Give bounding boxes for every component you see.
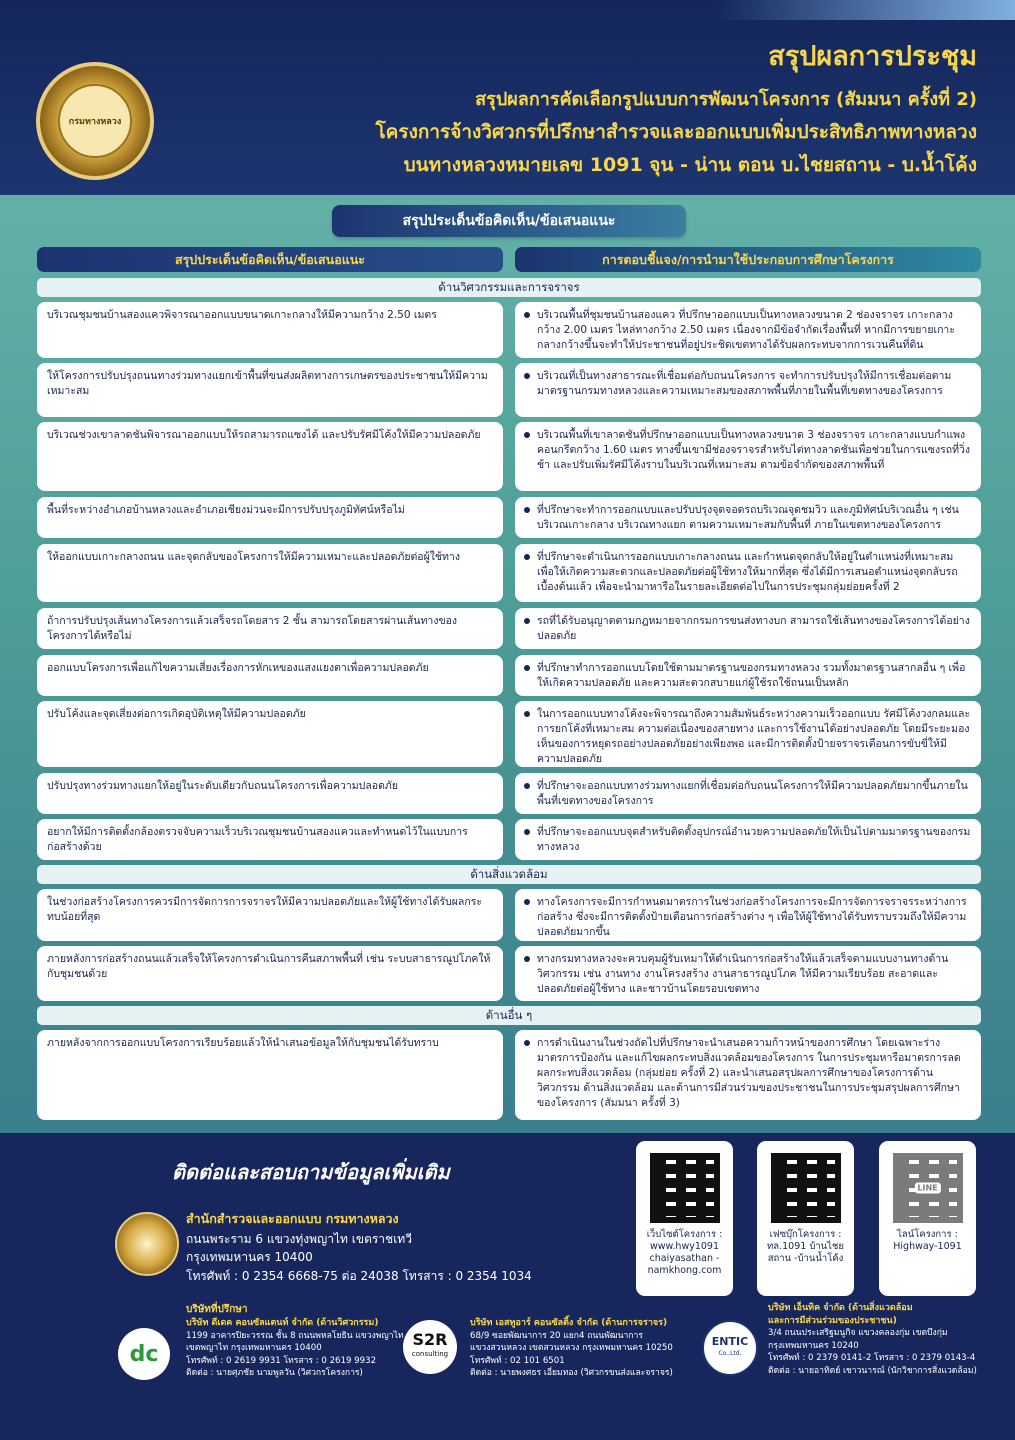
company-address1: 68/9 ซอยพัฒนาการ 20 แยก4 ถนนพัฒนาการ (470, 1330, 643, 1341)
comment-cell: ปรับปรุงทางร่วมทางแยกให้อยู่ในระดับเดียวกับถนนโครงการเพื่อความปลอดภัย (37, 773, 503, 814)
response-cell: ที่ปรึกษาจะออกแบบจุดสำหรับติดตั้งอุปกรณ์อำนวยความปลอดภัยให้เป็นไปตามมาตรฐานของกรมทางหลวง (515, 819, 981, 860)
company-contact: ติดต่อ : นายพงศธร เอี่ยมทอง (วิศวกรขนส่งและจราจร) (470, 1368, 673, 1378)
qr-label: เฟซบุ๊กโครงการ : (769, 1229, 842, 1240)
qr-code-icon[interactable] (771, 1153, 841, 1223)
s2r-company-logo (403, 1320, 457, 1374)
office-address-line1: ถนนพระราม 6 แขวงทุ่งพญาไท เขตราชเทวี (186, 1232, 412, 1246)
comment-cell: ในช่วงก่อสร้างโครงการควรมีการจัดการการจราจรให้มีความปลอดภัยและให้ผู้ใช้ทางได้รับผลกระทบน้อยที่สุด (37, 889, 503, 941)
qr-card-facebook[interactable] (757, 1141, 854, 1296)
company-dc-info (186, 1317, 404, 1380)
s2r-logo-sub: consulting (411, 1350, 449, 1358)
response-cell: ที่ปรึกษาจะออกแบบทางร่วมทางแยกที่เชื่อมต่อกับถนนโครงการให้มีความปลอดภัยมากขึ้นภายในพื้นที่เขตทางของโครงการ (515, 773, 981, 814)
footer-panel (0, 1133, 1015, 1440)
comment-cell: บริเวณชุมชนบ้านสองแควพิจารณาออกแบบขนาดเกาะกลางให้มีความกว้าง 2.50 เมตร (37, 302, 503, 358)
company-name-line2: และการมีส่วนร่วมของประชาชน) (768, 1315, 897, 1326)
office-phone: โทรศัพท์ : 0 2354 6668-75 ต่อ 24038 โทรสาร : 0 2354 1034 (186, 1269, 532, 1283)
header-stripe (715, 0, 1015, 20)
company-s2r-info (470, 1317, 673, 1380)
line-badge: LINE (914, 1183, 940, 1194)
company-contact: ติดต่อ : นายศุภชัย นามพูลวัน (วิศวกรโครงการ) (186, 1368, 363, 1378)
s2r-logo-text: S2R (412, 1330, 448, 1349)
company-address2: แขวงสวนหลวง เขตสวนหลวง กรุงเทพมหานคร 10250 (470, 1343, 673, 1353)
qr-value: Highway-1091 (893, 1241, 962, 1252)
section-title: สรุปประเด็นข้อคิดเห็น/ข้อเสนอแนะ (332, 205, 686, 237)
response-cell: ทางโครงการจะมีการกำหนดมาตรการในช่วงก่อสร้างโครงการจะมีการจัดการจราจรระหว่างการก่อสร้าง ซึ่งจะมีการติดตั้งป้ายเตือนการก่อสร้างต่าง ๆ เพื่อให้ผู้ใช้ทางได้รับทราบรวมถึงให้มีความปลอดภัยมากขึ้น (515, 889, 981, 941)
entic-logo-sub: Co.,Ltd. (718, 1350, 742, 1357)
category-environment: ด้านสิ่งแวดล้อม (37, 865, 981, 884)
qr-value: ทล.1091 บ้านไชยสถาน -บ้านน้ำโค้ง (767, 1241, 844, 1264)
category-engineering: ด้านวิศวกรรมและการจราจร (37, 278, 981, 297)
qr-label: ไลน์โครงการ : (897, 1229, 958, 1240)
comment-cell: อยากให้มีการติดตั้งกล้องตรวจจับความเร็วบริเวณชุมชนบ้านสองแควและทำหนดไว้ในแบบการก่อสร้างด้วย (37, 819, 503, 860)
company-contact: ติดต่อ : นายอาทิตย์ เชาวนารณ์ (นักวิชาการสิ่งแวดล้อม) (768, 1365, 977, 1376)
department-seal-logo (36, 62, 154, 180)
dc-company-logo: dc (118, 1328, 170, 1380)
qr-value: www.hwy1091 chaiyasathan -namkhong.com (647, 1241, 722, 1276)
company-name: บริษัท เอสทูอาร์ คอนซัลติ้ง จำกัด (ด้านการจราจร) (470, 1318, 668, 1328)
company-name: บริษัท ดีเดค คอนซัลแตนท์ จำกัด (ด้านวิศวกรรม) (186, 1318, 379, 1328)
qr-code-icon[interactable] (893, 1153, 963, 1223)
response-cell: ที่ปรึกษาจะทำการออกแบบและปรับปรุงจุดจอดรถบริเวณจุดชมวิว และภูมิทัศน์บริเวณอื่น ๆ เช่น บริเวณเกาะกลาง บริเวณทางแยก ตามความเหมาะสมกับพื้นที่ ภายในเขตทางของโครงการ (515, 497, 981, 538)
comment-cell: ภายหลังการก่อสร้างถนนแล้วเสร็จให้โครงการดำเนินการคืนสภาพพื้นที่ เช่น ระบบสาธารณูปโภคให้กับชุมชนด้วย (37, 946, 503, 1001)
department-seal-small-logo (115, 1212, 179, 1276)
response-cell: ในการออกแบบทางโค้งจะพิจารณาถึงความสัมพันธ์ระหว่างความเร็วออกแบบ รัศมีโค้งวงกลมและการยกโค้งที่เหมาะสม ความต่อเนื่องของสายทาง และการใช้งานได้อย่างปลอดภัย โดยมีระยะมองเห็นของการหยุดรถอย่างปลอดภัยอย่างเพียงพอ และมีการติดตั้งป้ายจราจรเตือนการขับขี่ให้มีความปลอดภัย (515, 701, 981, 767)
office-name: สำนักสำรวจและออกแบบ กรมทางหลวง (186, 1211, 399, 1226)
comment-cell: ให้โครงการปรับปรุงถนนทางร่วมทางแยกเข้าพื้นที่ขนส่งผลิตทางการเกษตรของประชาชนให้มีความเหมาะสม (37, 363, 503, 417)
qr-card-line[interactable] (879, 1141, 976, 1296)
comment-cell: บริเวณช่วงเขาลาดชันพิจารณาออกแบบให้รถสามารถแซงได้ และปรับรัศมีโค้งให้มีความปลอดภัย (37, 422, 503, 491)
response-cell: การดำเนินงานในช่วงถัดไปที่ปรึกษาจะนำเสนอความก้าวหน้าของการศึกษา โดยเฉพาะร่างมาตรการป้องกัน และแก้ไขผลกระทบสิ่งแวดล้อมของโครงการ ในการประชุมหารือมาตรการลดผลกระทบสิ่งแวดล้อม (กลุ่มย่อย ครั้งที่ 2) และนำเสนอสรุปผลการศึกษาของโครงการด้านวิศวกรรม ด้านสิ่งแวดล้อม และด้านการมีส่วนร่วมของประชาชนในการประชุมสรุปผลการศึกษาของโครงการ (สัมมนา ครั้งที่ 3) (515, 1030, 981, 1120)
comment-cell: พื้นที่ระหว่างอำเภอบ้านหลวงและอำเภอเชียงม่วนจะมีการปรับปรุงภูมิทัศน์หรือไม่ (37, 497, 503, 538)
company-phone: โทรศัพท์ : 0 2379 0141-2 โทรสาร : 0 2379 0143-4 (768, 1353, 976, 1363)
page-title: สรุปผลการประชุม (768, 41, 977, 72)
response-cell: รถที่ได้รับอนุญาตตามกฎหมายจากกรมการขนส่งทางบก สามารถใช้เส้นทางของโครงการได้อย่างปลอดภัย (515, 608, 981, 649)
project-name-line2: บนทางหลวงหมายเลข 1091 จุน - น่าน ตอน บ.ไชยสถาน - บ.น้ำโค้ง (403, 154, 977, 176)
response-cell: บริเวณที่เป็นทางสาธารณะที่เชื่อมต่อกับถนนโครงการ จะทำการปรับปรุงให้มีการเชื่อมต่อตามมาตรฐานกรมทางหลวงและความเหมาะสมของสภาพพื้นที่ภายในพื้นที่เขตทางของโครงการ (515, 363, 981, 417)
qr-card-website[interactable] (636, 1141, 733, 1296)
response-cell: ที่ปรึกษาจะดำเนินการออกแบบเกาะกลางถนน และกำหนดจุดกลับให้อยู่ในตำแหน่งที่เหมาะสม เพื่อให้เกิดความสะดวกและปลอดภัยต่อผู้ใช้ทางให้มากที่สุด ซึ่งได้มีการเสนอตำแหน่งจุดกลับรถเบื้องต้นแล้ว เพื่อจะนำมาหารือในรายละเอียดต่อไปในการประชุมกลุ่มย่อยครั้งที่ 2 (515, 544, 981, 602)
office-address-line2: กรุงเทพมหานคร 10400 (186, 1250, 313, 1264)
comment-cell: ออกแบบโครงการเพื่อแก้ไขความเสี่ยงเรื่องการหักเหของแสงแยงตาเพื่อความปลอดภัย (37, 655, 503, 696)
company-name: บริษัท เอ็นทิค จำกัด (ด้านสิ่งแวดล้อม (768, 1303, 913, 1313)
project-name-line1: โครงการจ้างวิศวกรที่ปรึกษาสำรวจและออกแบบเพิ่มประสิทธิภาพทางหลวง (375, 121, 977, 143)
comment-cell: ถ้าการปรับปรุงเส้นทางโครงการแล้วเสร็จรถโดยสาร 2 ชั้น สามารถโดยสารผ่านเส้นทางของโครงการได้หรือไม่ (37, 608, 503, 649)
comment-cell: ภายหลังจากการออกแบบโครงการเรียบร้อยแล้วให้นำเสนอข้อมูลให้กับชุมชนได้รับทราบ (37, 1030, 503, 1120)
company-phone: โทรศัพท์ : 0 2619 9931 โทรสาร : 0 2619 9932 (186, 1355, 377, 1366)
column-header-comments: สรุปประเด็นข้อคิดเห็น/ข้อเสนอแนะ (37, 247, 503, 272)
comment-cell: ปรับโค้งและจุดเสี่ยงต่อการเกิดอุบัติเหตุให้มีความปลอดภัย (37, 701, 503, 767)
contact-title: ติดต่อและสอบถามข้อมูลเพิ่มเติม (172, 1160, 450, 1184)
qr-code-icon[interactable] (650, 1153, 720, 1223)
company-address1: 1199 อาคารปิยะวรรณ ชั้น 8 ถนนพหลโยธิน แขวงพญาไท (186, 1330, 404, 1341)
seal-text: กรมทางหลวง (58, 84, 132, 158)
entic-logo-text: ENTIC (711, 1335, 749, 1348)
page-subtitle: สรุปผลการคัดเลือกรูปแบบการพัฒนาโครงการ (สัมมนา ครั้งที่ 2) (475, 89, 977, 110)
category-other: ด้านอื่น ๆ (37, 1006, 981, 1025)
response-cell: บริเวณพื้นที่ชุมชนบ้านสองแคว ที่ปรึกษาออกแบบเป็นทางหลวงขนาด 2 ช่องจราจร เกาะกลางกว้าง 2.00 เมตร ไหล่ทางกว้าง 2.50 เมตร เนื่องจากมีข้อจำกัดเรื่องพื้นที่ หากมีการขยายเกาะกลางกว้างขึ้นจะทำให้ประชาชนที่อยู่ประชิดเขตทางได้รับผลกระทบจากการเวนคืนที่ดิน (515, 302, 981, 358)
response-cell: ทางกรมทางหลวงจะควบคุมผู้รับเหมาให้ดำเนินการก่อสร้างให้แล้วเสร็จตามแบบงานทางด้านวิศวกรรม เช่น งานทาง งานโครงสร้าง งานสาธารณูปโภค ให้มีความเรียบร้อย สะอาดและปลอดภัยต่อผู้ใช้ทาง และชาวบ้านโดยรอบเขตทาง (515, 946, 981, 1001)
consultant-heading: บริษัทที่ปรึกษา (186, 1304, 248, 1315)
company-address1: 3/4 ถนนประเสริฐมนูกิจ แขวงคลองกุ่ม เขตบึงกุ่ม (768, 1328, 948, 1338)
company-address2: เขตพญาไท กรุงเทพมหานคร 10400 (186, 1343, 322, 1353)
comment-cell: ให้ออกแบบเกาะกลางถนน และจุดกลับของโครงการให้มีความเหมาะและปลอดภัยต่อผู้ใช้ทาง (37, 544, 503, 602)
response-cell: บริเวณพื้นที่เขาลาดชันที่ปรึกษาออกแบบเป็นทางหลวงขนาด 3 ช่องจราจร เกาะกลางแบบกำแพงคอนกรีตกว้าง 1.60 เมตร ทางขึ้นเขามีช่องจราจรสำหรับไต่ทางลาดชันเพื่อช่วยในการแซงรถที่วิ่งช้า และปรับเพิ่มรัศมีโค้งราบในบริเวณที่เหมาะสม ตามข้อจำกัดของสภาพพื้นที่ (515, 422, 981, 491)
qr-label: เว็บไซต์โครงการ : (646, 1229, 723, 1240)
company-entic-info (768, 1302, 977, 1377)
company-phone: โทรศัพท์ : 02 101 6501 (470, 1355, 565, 1366)
header-banner (0, 0, 1015, 195)
entic-company-logo (702, 1320, 758, 1376)
company-address2: กรุงเทพมหานคร 10240 (768, 1340, 859, 1351)
response-cell: ที่ปรึกษาทำการออกแบบโดยใช้ตามมาตรฐานของกรมทางหลวง รวมทั้งมาตรฐานสากลอื่น ๆ เพื่อให้เกิดความปลอดภัย และความสะดวกสบายแก่ผู้ใช้รถใช้ถนนเป็นหลัก (515, 655, 981, 696)
column-header-responses: การตอบชี้แจง/การนำมาใช้ประกอบการศึกษาโครงการ (515, 247, 981, 272)
